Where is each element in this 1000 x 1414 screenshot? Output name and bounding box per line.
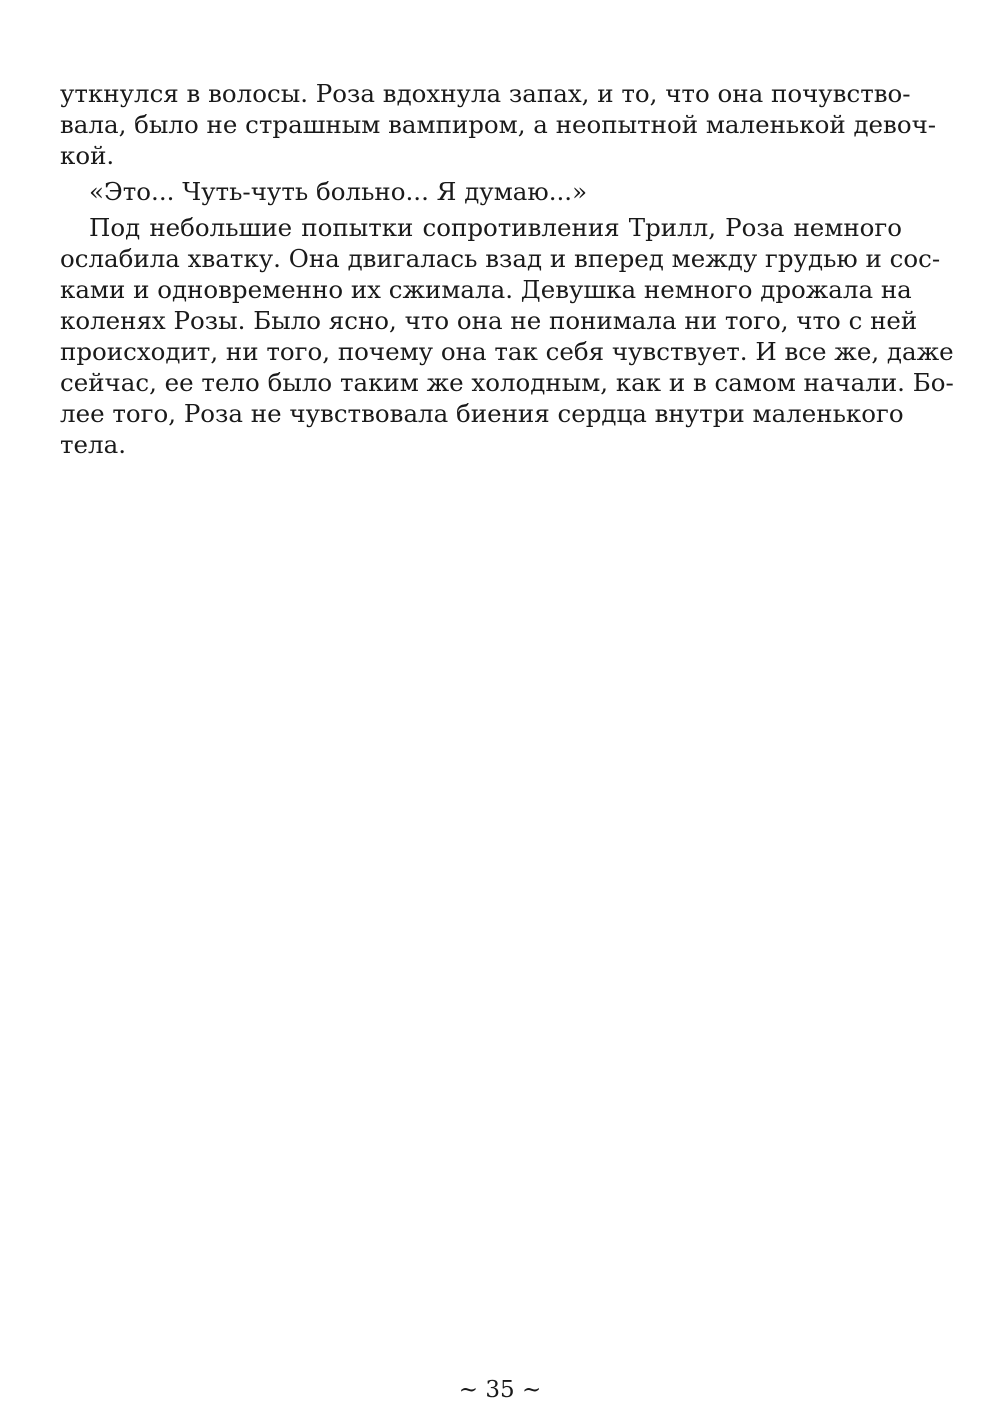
text-line: тела. <box>60 430 127 459</box>
text-line: вала, было не страшным вампиром, а неопытной маленькой девоч- <box>60 110 937 139</box>
page-number: ~ 35 ~ <box>458 1377 542 1403</box>
text-line: ками и одновременно их сжимала. Девушка немного дрожала на <box>60 275 912 304</box>
text-line: происходит, ни того, почему она так себя чувствует. И все же, даже <box>60 337 954 366</box>
text-line: сейчас, ее тело было таким же холодным, как и в самом начали. Бо- <box>60 368 954 397</box>
text-line: уткнулся в волосы. Роза вдохнула запах, и то, что она почувство- <box>60 79 911 108</box>
text-line: коленях Розы. Было ясно, что она не понимала ни того, что с ней <box>60 306 918 335</box>
text-line: лее того, Роза не чувствовала биения сердца внутри маленького <box>60 399 904 428</box>
text-line: «Это... Чуть-чуть больно... Я думаю...» <box>89 177 588 206</box>
text-line: ослабила хватку. Она двигалась взад и вперед между грудью и сос- <box>60 244 941 273</box>
paragraph-1 <box>60 78 937 171</box>
paragraph-3 <box>60 212 954 460</box>
paragraph-2 <box>60 176 902 207</box>
body-text <box>60 78 954 460</box>
text-line: кой. <box>60 141 115 170</box>
text-line: Под небольшие попытки сопротивления Трилл, Роза немного <box>89 213 902 242</box>
